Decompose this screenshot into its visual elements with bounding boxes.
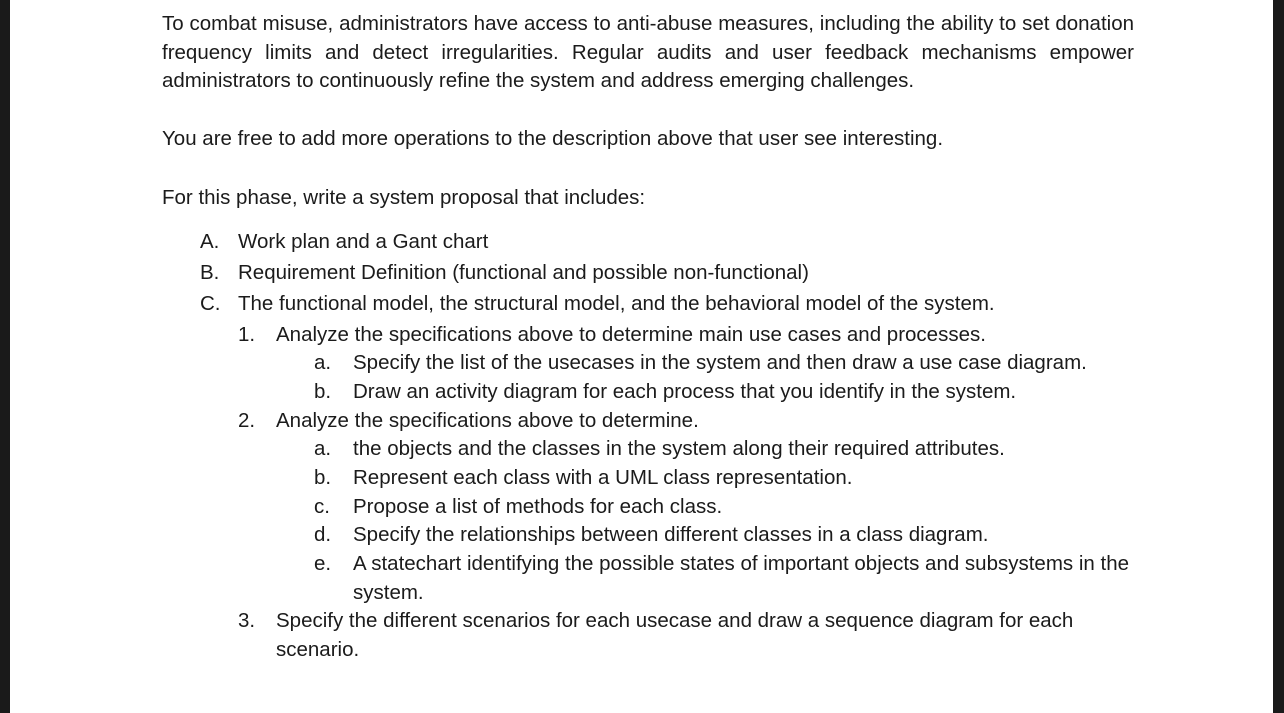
list-item-text: The functional model, the structural model, and the behavioral model of the system.: [238, 291, 995, 315]
list-item-a: [162, 228, 1134, 259]
document-page: [10, 0, 1273, 713]
list-marker: 1.: [238, 322, 256, 346]
list-item-text: Requirement Definition (functional and possible non-functional): [238, 260, 809, 284]
list-item-text: Analyze the specifications above to determine main use cases and processes.: [276, 322, 986, 346]
list-item-text: A statechart identifying the possible states of important objects and subsystems in the system.: [353, 552, 1130, 604]
list-item-text: Specify the relationships between different classes in a class diagram.: [353, 523, 989, 547]
list-item-text: the objects and the classes in the system along their required attributes.: [353, 437, 1005, 461]
paragraph-anti-abuse: To combat misuse, administrators have access to anti-abuse measures, including the ability to set donation frequency limits and detect irregularities. Regular audits and user feedback mechanisms empower administrators to continuously refine the system and address emerging challenges.: [162, 12, 1134, 93]
list-marker: b.: [314, 379, 332, 403]
list-marker: a.: [314, 437, 332, 461]
list-item-c2d: [162, 521, 1134, 550]
list-item-text: Analyze the specifications above to determine.: [276, 408, 699, 432]
list-item-text: Draw an activity diagram for each process that you identify in the system.: [353, 379, 1017, 403]
list-marker: a.: [314, 351, 332, 375]
list-item-c2: [162, 407, 1134, 436]
list-item-c2c: [162, 493, 1134, 522]
list-item-c1b: [162, 378, 1134, 407]
document-body: [162, 10, 1134, 665]
list-marker: 3.: [238, 609, 256, 633]
list-item-text: Work plan and a Gant chart: [238, 229, 489, 253]
requirements-list: [162, 228, 1134, 665]
list-marker: C.: [200, 291, 221, 315]
paragraph-free-to-add: You are free to add more operations to the description above that user see interesting.: [162, 127, 944, 151]
list-item-c1a: [162, 349, 1134, 378]
list-item-c3: [162, 607, 1134, 664]
list-item-c2e: [162, 550, 1134, 607]
list-marker: B.: [200, 260, 220, 284]
list-item-text: Specify the list of the usecases in the system and then draw a use case diagram.: [353, 351, 1087, 375]
list-item-c: [162, 290, 1134, 321]
list-item-text: Represent each class with a UML class representation.: [353, 465, 853, 489]
list-item-b: [162, 259, 1134, 290]
list-item-c2b: [162, 464, 1134, 493]
paragraph-proposal-intro: For this phase, write a system proposal that includes:: [162, 185, 646, 209]
list-item-c2a: [162, 435, 1134, 464]
list-item-text: Propose a list of methods for each class.: [353, 494, 723, 518]
list-marker: 2.: [238, 408, 256, 432]
list-marker: e.: [314, 552, 332, 576]
list-marker: A.: [200, 229, 220, 253]
list-marker: c.: [314, 494, 330, 518]
list-marker: d.: [314, 523, 332, 547]
list-marker: b.: [314, 465, 332, 489]
list-item-text: Specify the different scenarios for each usecase and draw a sequence diagram for each scenario.: [276, 609, 1074, 662]
list-item-c1: [162, 321, 1134, 350]
